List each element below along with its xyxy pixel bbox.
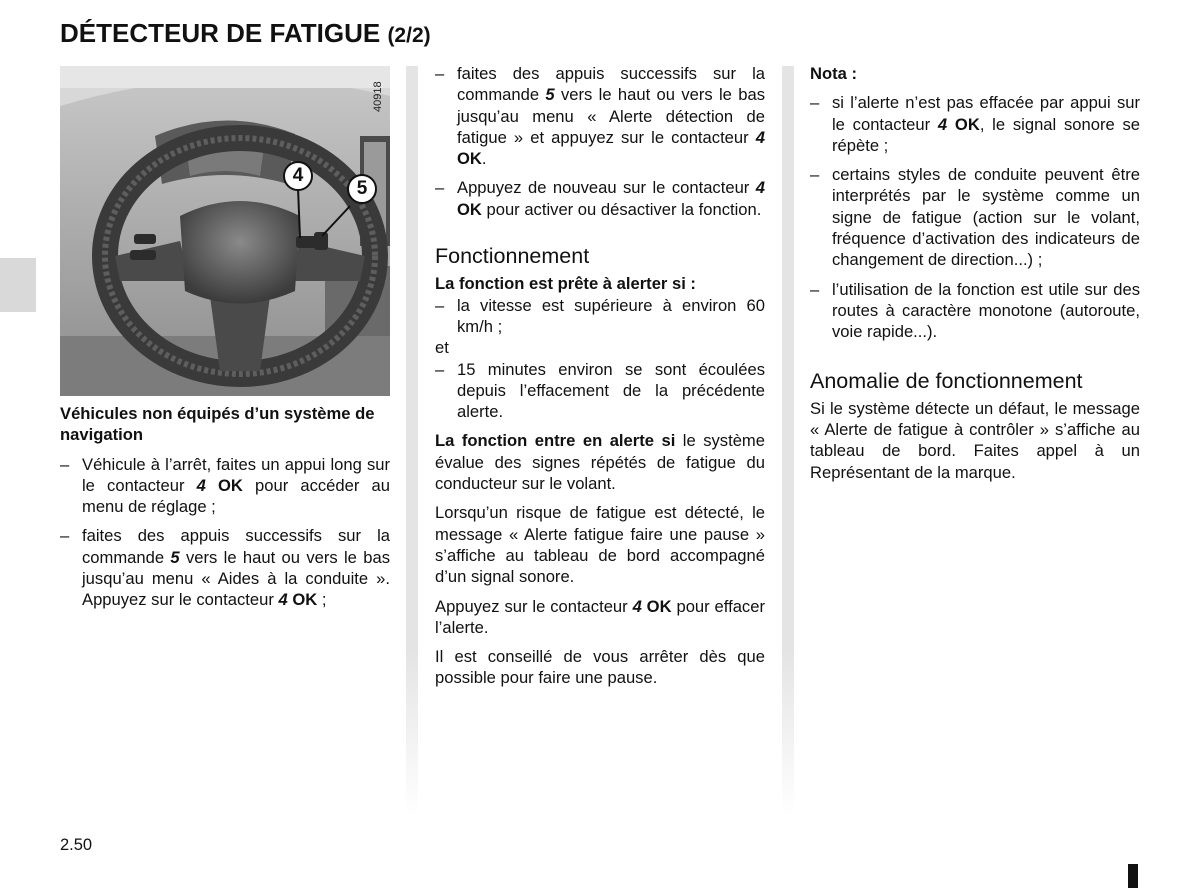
list-item: – faites des appuis successifs sur la commande 5 vers le haut ou vers le bas jusqu’au menu « Alerte détection de fatigue » et appuyez sur le contacteur 4 OK. — [435, 63, 765, 169]
risk-paragraph: Lorsqu’un risque de fatigue est détecté, le message « Alerte fatigue faire une pause » s’affiche au tableau de bord accompagné d’un signal sonore. — [435, 503, 765, 587]
ready-label: La fonction est prête à alerter si : — [435, 274, 696, 294]
callout-5: 5 — [347, 174, 377, 204]
anomaly-paragraph: Si le système détecte un défaut, le message « Alerte de fatigue à contrôler » s’affiche au tableau de bord. Faites appel à un Représentant de la marque. — [810, 398, 1140, 482]
conjunction-et: et — [435, 338, 449, 358]
list-item: – Appuyez de nouveau sur le contacteur 4 OK pour activer ou désactiver la fonction. — [435, 177, 765, 220]
list-item: – si l’alerte n’est pas effacée par appui sur le contacteur 4 OK, le signal sonore se répète ; — [810, 92, 1140, 156]
list-item: – l’utilisation de la fonction est utile sur des routes à caractère monotone (autoroute, voie rapide...). — [810, 279, 1140, 343]
page-title — [60, 18, 431, 49]
column-2 — [435, 63, 765, 697]
list-item: – Véhicule à l’arrêt, faites un appui long sur le contacteur 4 OK pour accéder au menu de réglage ; — [60, 454, 390, 518]
page-edge-marker — [1128, 864, 1138, 888]
title-part: (2/2) — [387, 24, 431, 47]
column-separator — [406, 66, 418, 816]
alert-paragraph: La fonction entre en alerte si le système évalue des signes répétés de fatigue du conducteur sur le volant. — [435, 431, 765, 494]
callout-4: 4 — [283, 161, 313, 191]
list-item: – faites des appuis successifs sur la commande 5 vers le haut ou vers le bas jusqu’au menu « Aides à la conduite ». Appuyez sur le contacteur 4 OK ; — [60, 525, 390, 610]
chapter-tab — [0, 258, 36, 312]
list-item: – la vitesse est supérieure à environ 60 km/h ; — [435, 295, 765, 338]
advice-paragraph: Il est conseillé de vous arrêter dès que possible pour faire une pause. — [435, 647, 765, 688]
column-1 — [60, 403, 390, 619]
section-title-anomalie: Anomalie de fonctionnement — [810, 368, 1083, 393]
section-title-fonctionnement: Fonctionnement — [435, 244, 590, 269]
steering-wheel-photo — [60, 66, 390, 396]
nota-label: Nota : — [810, 64, 858, 83]
list-item: – 15 minutes environ se sont écoulées depuis l’effacement de la précédente alerte. — [435, 359, 765, 423]
press-paragraph: Appuyez sur le contacteur 4 OK pour effacer l’alerte. — [435, 596, 765, 637]
subheading-non-navigation: Véhicules non équipés d’un système de navigation — [60, 404, 375, 445]
steering-wheel-illustration — [60, 66, 390, 396]
title-text: DÉTECTEUR DE FATIGUE — [60, 18, 381, 48]
column-separator — [782, 66, 794, 816]
page-number: 2.50 — [60, 836, 93, 854]
figure-reference: 40918 — [372, 81, 384, 112]
column-3 — [810, 63, 1140, 483]
list-item: – certains styles de conduite peuvent être interprétés par le système comme un signe de fatigue (action sur le volant, fréquence d’activation des indicateurs de changement de direction...) ; — [810, 164, 1140, 270]
